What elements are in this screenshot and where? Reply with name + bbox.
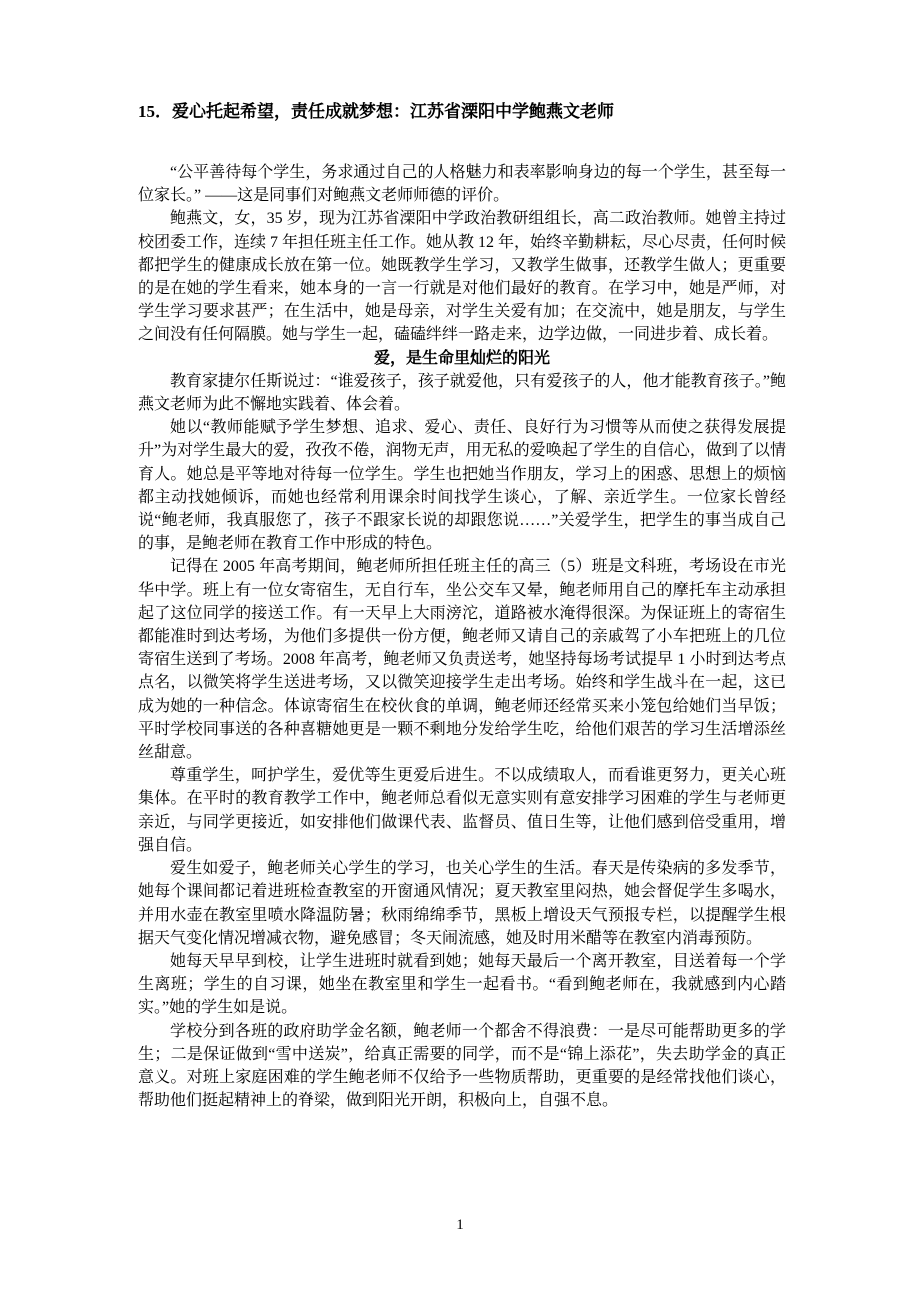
paragraph-body-5: 爱生如爱子，鲍老师关心学生的学习，也关心学生的生活。春天是传染病的多发季节，她每个课间都记着进班检查教室的开窗通风情况；夏天教室里闷热，她会督促学生多喝水，并用水壶在教室里喷水降温防暑；秋雨绵绵季节，黑板上增设天气预报专栏，以提醒学生根据天气变化情况增减衣物，避免感冒；冬天闹流感，她及时用米醋等在教室内消毒预防。 xyxy=(138,860,786,947)
paragraph-body-3: 记得在 2005 年高考期间，鲍老师所担任班主任的高三（5）班是文科班，考场设在市光华中学。班上有一位女寄宿生，无自行车，坐公交车又晕，鲍老师用自己的摩托车主动承担起了这位同学的接送工作。有一天早上大雨滂沱，道路被水淹得很深。为保证班上的寄宿生都能准时到达考场，为他们多提供一份方便，鲍老师又请自己的亲戚驾了小车把班上的几位寄宿生送到了考场。2008 年高考，鲍老师又负责送考，她坚持每场考试提早 1 小时到达考点点名，以微笑将学生送进考场，又以微笑迎接学生走出考场。始终和学生战斗在一起，这已成为她的一种信念。体谅寄宿生在校伙食的单调，鲍老师还经常买来小笼包给她们当早饭；平时学校同事送的各种喜糖她更是一颗不剩地分发给学生吃，给他们艰苦的学习生活增添丝丝甜意。 xyxy=(138,558,786,762)
paragraph-body-7: 学校分到各班的政府助学金名额，鲍老师一个都舍不得浪费：一是尽可能帮助更多的学生；二是保证做到“雪中送炭”，给真正需要的同学，而不是“锦上添花”，失去助学金的真正意义。对班上家庭困难的学生鲍老师不仅给予一些物质帮助，更重要的是经常找他们谈心，帮助他们挺起精神上的脊梁，做到阳光开朗，积极向上，自强不息。 xyxy=(138,1022,786,1110)
section-heading: 爱，是生命里灿烂的阳光 xyxy=(373,349,550,367)
paragraph-body-6: 她每天早早到校，让学生进班时就看到她；她每天最后一个离开教室，目送着每一个学生离班；学生的自习课，她坐在教室里和学生一起看书。“看到鲍老师在，我就感到内心踏实。”她的学生如是说。 xyxy=(138,952,786,1017)
document-title: 15．爱心托起希望，责任成就梦想：江苏省溧阳中学鲍燕文老师 xyxy=(138,102,614,121)
paragraph-body-1: 教育家捷尔任斯说过：“谁爱孩子，孩子就爱他，只有爱孩子的人，他才能教育孩子。”鲍燕文老师为此不懈地实践着、体会着。 xyxy=(138,372,786,414)
paragraph-body-4: 尊重学生，呵护学生，爱优等生更爱后进生。不以成绩取人，而看谁更努力，更关心班集体。在平时的教育教学工作中，鲍老师总看似无意实则有意安排学习困难的学生与老师更亲近，与同学更接近，如安排他们做课代表、监督员、值日生等，让他们感到倍受重用，增强自信。 xyxy=(138,767,786,854)
paragraph-intro-2: 鲍燕文，女，35 岁，现为江苏省溧阳中学政治教研组组长，高二政治教师。她曾主持过校团委工作，连续 7 年担任班主任工作。她从教 12 年，始终辛勤耕耘，尽心尽责，任何时候都把学生的健康成长放在第一位。她既教学生学习，又教学生做事，还教学生做人；更重要的是在她的学生看来，她本身的一言一行就是对他们最好的教育。在学习中，她是严师，对学生学习要求甚严；在生活中，她是母亲，对学生关爱有加；在交流中，她是朋友，与学生之间没有任何隔膜。她与学生一起，磕磕绊绊一路走来，边学边做，一同进步着、成长着。 xyxy=(138,210,787,344)
paragraph-intro-1: “公平善待每个学生，务求通过自己的人格魅力和表率影响身边的每一个学生，甚至每一位家长。” ——这是同事们对鲍燕文老师师德的评价。 xyxy=(138,164,786,205)
page-number: 1 xyxy=(456,1217,464,1233)
paragraph-body-2: 她以“教师能赋予学生梦想、追求、爱心、责任、良好行为习惯等从而使之获得发展提升”为对学生最大的爱，孜孜不倦，润物无声，用无私的爱唤起了学生的自信心，做到了以情育人。她总是平等地对待每一位学生。学生也把她当作朋友，学习上的困惑、思想上的烦恼都主动找她倾诉，而她也经常利用课余时间找学生谈心，了解、亲近学生。一位家长曾经说“鲍老师，我真服您了，孩子不跟家长说的却跟您说……”关爱学生，把学生的事当成自己的事，是鲍老师在教育工作中形成的特色。 xyxy=(138,419,786,553)
